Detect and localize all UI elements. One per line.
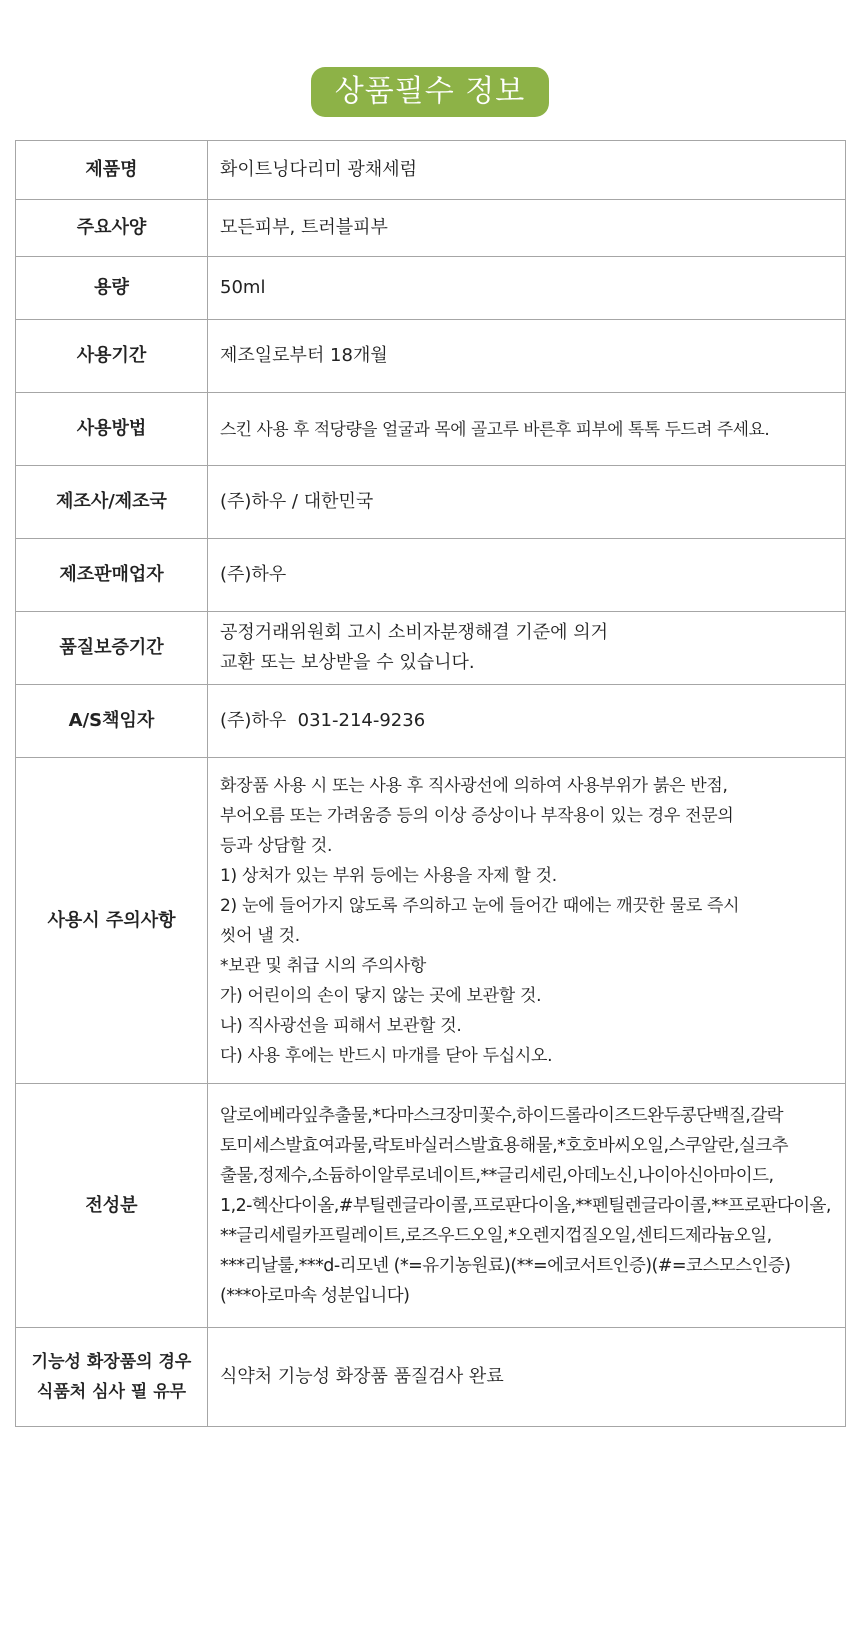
row-value-line: ***리날룰,***d-리모넨 (*=유기농원료)(**=에코서트인증)(#=코스모스인증) xyxy=(220,1255,791,1276)
row-label-text: 전성분 xyxy=(85,1194,138,1216)
row-value-text: (주)하우 / 대한민국 xyxy=(220,491,374,512)
row-label xyxy=(16,466,208,539)
page-title: 상품필수 정보 xyxy=(311,67,549,117)
row-value-line: 나) 직사광선을 피해서 보관할 것. xyxy=(220,1015,462,1036)
row-label xyxy=(16,1328,208,1427)
row-label xyxy=(16,1084,208,1328)
table-row xyxy=(16,320,846,393)
row-value xyxy=(208,539,846,612)
row-label-text: 사용방법 xyxy=(76,418,147,439)
table-row xyxy=(16,758,846,1084)
row-label xyxy=(16,200,208,257)
row-value-line: 부어오름 또는 가려움증 등의 이상 증상이나 부작용이 있는 경우 전문의 xyxy=(220,805,734,826)
row-label xyxy=(16,758,208,1084)
table-row xyxy=(16,685,846,758)
row-label-line: 식품처 심사 필 유무 xyxy=(36,1382,187,1402)
row-value-text: 화이트닝다리미 광채세럼 xyxy=(220,159,417,180)
row-value xyxy=(208,612,846,685)
row-value-line: 1,2-헥산다이올,#부틸렌글라이콜,프로판다이올,**펜틸렌글라이콜,**프로판다이올, xyxy=(220,1195,831,1216)
row-value-line: 씻어 낼 것. xyxy=(220,925,300,946)
row-label xyxy=(16,320,208,393)
row-label-text: A/S책임자 xyxy=(68,710,155,731)
row-value-line: 등과 상담할 것. xyxy=(220,835,333,856)
row-value-line: 알로에베라잎추출물,*다마스크장미꽃수,하이드롤라이즈드완두콩단백질,갈락 xyxy=(220,1105,783,1126)
row-label xyxy=(16,612,208,685)
row-value-text: 스킨 사용 후 적당량을 얼굴과 목에 골고루 바른후 피부에 톡톡 두드려 주세요. xyxy=(220,419,770,439)
table-row xyxy=(16,1084,846,1328)
row-value-line: 가) 어린이의 손이 닿지 않는 곳에 보관할 것. xyxy=(220,985,542,1006)
row-value-line: 공정거래위원회 고시 소비자분쟁해결 기준에 의거 xyxy=(220,622,609,643)
row-value xyxy=(208,1328,846,1427)
row-value-text: (주)하우 031-214-9236 xyxy=(220,710,426,731)
table-row xyxy=(16,1328,846,1427)
row-value-line: 1) 상처가 있는 부위 등에는 사용을 자제 할 것. xyxy=(220,865,557,886)
row-label-text: 용량 xyxy=(94,277,129,298)
row-value-text: 50ml xyxy=(220,277,266,298)
row-label xyxy=(16,685,208,758)
table-row xyxy=(16,200,846,257)
product-info-table xyxy=(15,140,846,1427)
row-label xyxy=(16,257,208,320)
row-value-line: *보관 및 취급 시의 주의사항 xyxy=(220,955,426,976)
table-row xyxy=(16,257,846,320)
row-label-text: 제조판매업자 xyxy=(59,564,164,585)
row-value-line: 2) 눈에 들어가지 않도록 주의하고 눈에 들어간 때에는 깨끗한 물로 즉시 xyxy=(220,895,740,916)
row-value xyxy=(208,685,846,758)
row-label-text: 제품명 xyxy=(85,159,138,180)
row-label-text: 주요사양 xyxy=(76,217,147,238)
row-value-line: 출물,정제수,소듐하이알루로네이트,**글리세린,아데노신,나이아신아마이드, xyxy=(220,1165,774,1186)
row-value-line: 토미세스발효여과물,락토바실러스발효용해물,*호호바씨오일,스쿠알란,실크추 xyxy=(220,1135,788,1156)
row-label xyxy=(16,539,208,612)
title-wrap xyxy=(0,67,860,117)
row-label-line: 기능성 화장품의 경우 xyxy=(31,1352,192,1372)
row-value-line: **글리세릴카프릴레이트,로즈우드오일,*오렌지껍질오일,센티드제라늄오일, xyxy=(220,1225,772,1246)
row-value xyxy=(208,141,846,200)
row-value xyxy=(208,393,846,466)
row-value xyxy=(208,200,846,257)
row-label-text: 사용기간 xyxy=(76,345,147,366)
row-value xyxy=(208,1084,846,1328)
row-value-text: 제조일로부터 18개월 xyxy=(220,345,388,366)
row-label xyxy=(16,393,208,466)
row-value-line: (***아로마속 성분입니다) xyxy=(220,1285,410,1306)
row-label-text: 제조사/제조국 xyxy=(56,491,167,512)
row-value-text: (주)하우 xyxy=(220,564,287,585)
row-label-text: 사용시 주의사항 xyxy=(47,909,176,931)
table-row xyxy=(16,539,846,612)
row-label xyxy=(16,141,208,200)
table-row xyxy=(16,393,846,466)
row-value xyxy=(208,257,846,320)
row-label-text: 품질보증기간 xyxy=(59,637,164,658)
table-row xyxy=(16,141,846,200)
table-row xyxy=(16,466,846,539)
row-value-text: 모든피부, 트러블피부 xyxy=(220,217,388,238)
table-row xyxy=(16,612,846,685)
row-value-line: 교환 또는 보상받을 수 있습니다. xyxy=(220,652,475,673)
row-value xyxy=(208,320,846,393)
row-value-line: 다) 사용 후에는 반드시 마개를 닫아 두십시오. xyxy=(220,1045,553,1066)
row-value xyxy=(208,466,846,539)
row-value-text: 식약처 기능성 화장품 품질검사 완료 xyxy=(220,1366,504,1387)
row-value xyxy=(208,758,846,1084)
row-value-line: 화장품 사용 시 또는 사용 후 직사광선에 의하여 사용부위가 붉은 반점, xyxy=(220,775,728,796)
